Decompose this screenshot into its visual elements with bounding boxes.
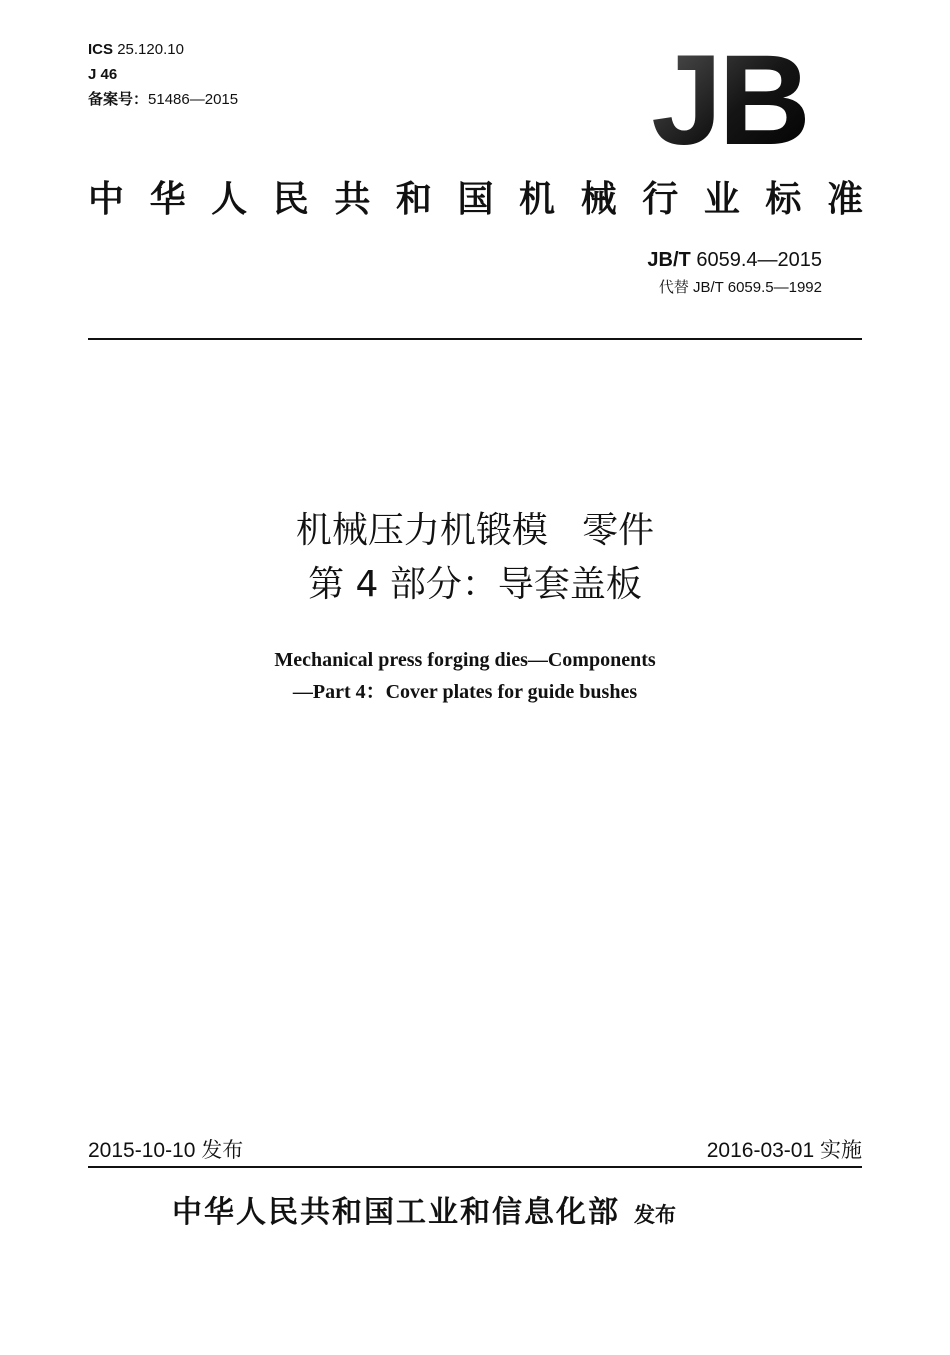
- issuer-suffix: 发布: [634, 1203, 676, 1227]
- jb-logo: [636, 50, 822, 150]
- standard-title-char: 中: [88, 179, 125, 220]
- replaces-standard: 代替 JB/T 6059.5—1992: [658, 279, 822, 296]
- standard-number-value: 6059.4—2015: [696, 249, 822, 271]
- footer-divider: [88, 1166, 862, 1168]
- standard-title-char: 华: [149, 179, 186, 220]
- standard-title-char: 准: [826, 179, 863, 220]
- issuer-name: 中华人民共和国工业和信息化部: [172, 1195, 620, 1230]
- standard-title-char: 械: [580, 179, 617, 220]
- standard-title-char: 行: [642, 179, 679, 220]
- filing-value: 51486—2015: [148, 91, 239, 108]
- logo-text: JB: [651, 50, 807, 150]
- standard-title-char: 国: [457, 179, 494, 220]
- standard-title-char: 和: [395, 179, 432, 220]
- standard-title-char: 业: [703, 179, 740, 220]
- standard-title-char: 标: [765, 179, 802, 220]
- implementation-date: 2016-03-01 实施: [706, 1139, 862, 1162]
- doc-title-en-line2: —Part 4：Cover plates for guide bushes: [292, 681, 638, 703]
- ics-label: ICS: [88, 41, 114, 58]
- standard-title-char: 机: [519, 179, 556, 220]
- doc-title-en-line1: Mechanical press forging dies—Components: [274, 649, 656, 671]
- standard-title-char: 人: [211, 179, 248, 220]
- standard-number-prefix: JB/T: [647, 249, 691, 271]
- standard-title: [88, 172, 863, 228]
- standard-title-char: 共: [334, 179, 371, 220]
- standard-number: [647, 248, 822, 272]
- ccs-code: J 46: [88, 66, 118, 83]
- doc-title-cn-line2: 第 4 部分：导套盖板: [308, 564, 642, 605]
- standard-title-char: 民: [272, 179, 309, 220]
- filing-label: 备案号：: [88, 91, 149, 108]
- doc-title-cn-line1: 机械压力机锻模 零件: [295, 510, 655, 551]
- issue-date: 2015-10-10 发布: [88, 1139, 244, 1162]
- header-divider: [88, 338, 862, 340]
- ics-value: 25.120.10: [117, 41, 184, 58]
- issuer: [172, 1192, 676, 1236]
- ics-code: [88, 41, 184, 59]
- filing-number: [88, 91, 238, 109]
